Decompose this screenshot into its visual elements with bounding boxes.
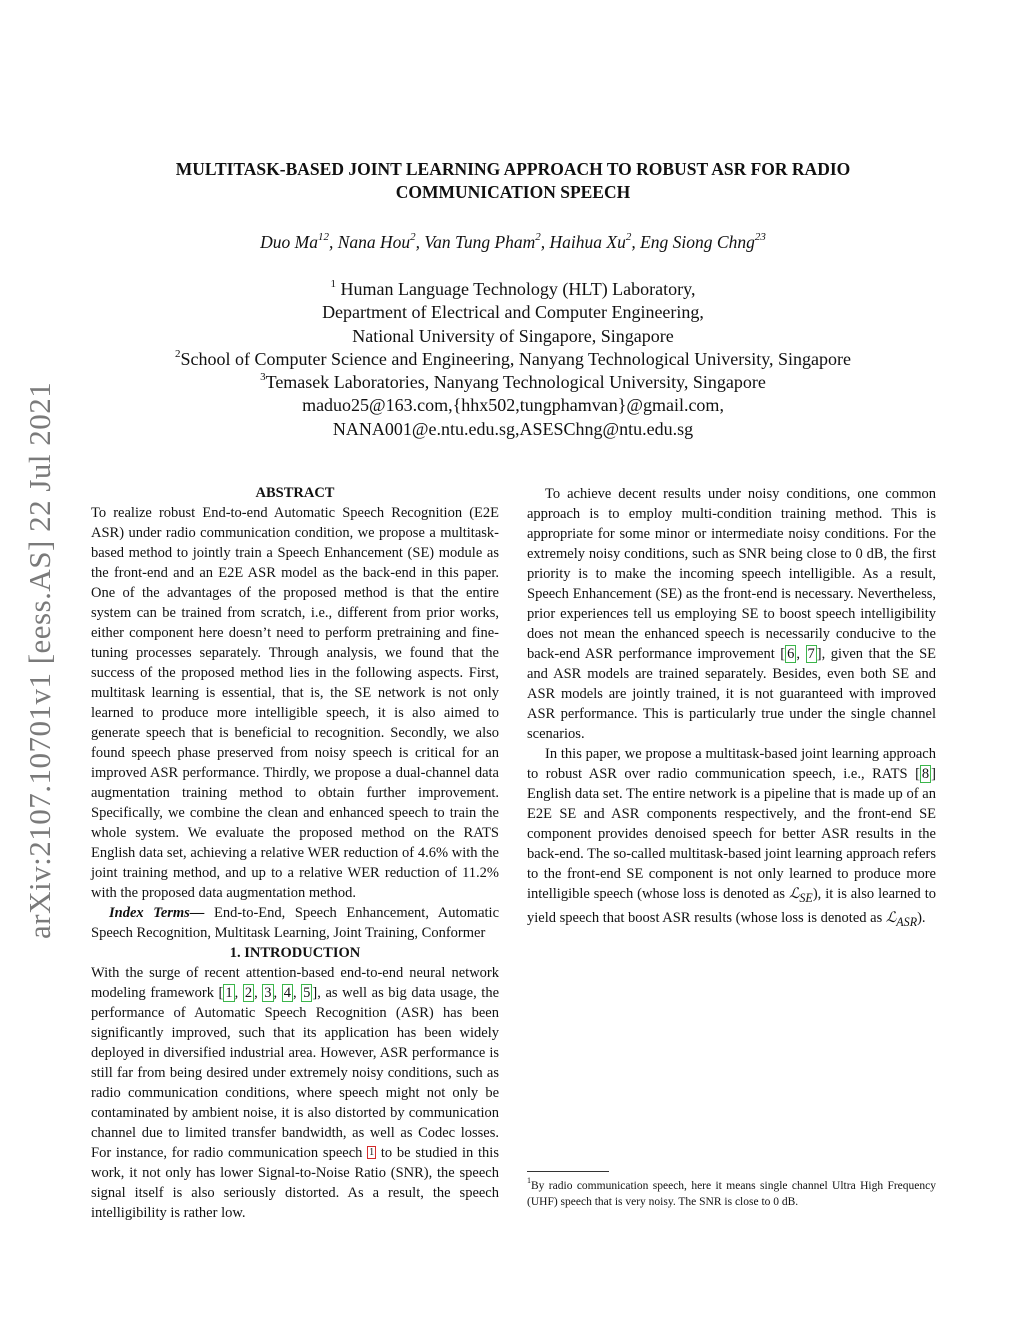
intro-text: ] English data set. The entire network is a pipeline that is made up of an E2E SE and ASR components respectively, and the front-end SE component provides denoised speech for better ASR results in the back-end. The so-called multitask-based joint learning approach refers to the front-end SE component is not only learned to produce more intelligible speech (whose loss is denoted as [527, 766, 936, 902]
affiliation-3 [100, 371, 926, 394]
right-column [527, 484, 936, 932]
title-line-2: COMMUNICATION SPEECH [395, 182, 631, 202]
index-terms-text: End-to-End, Speech Enhancement, Automatic Speech Recognition, Multitask Learning, Joint Training, Conformer [91, 905, 500, 941]
index-terms [91, 903, 499, 943]
author-name: Van Tung Pham [424, 232, 536, 252]
affiliation-1-line-1 [100, 278, 926, 301]
intro-text: In this paper, we propose a multitask-based joint learning approach to robust ASR over radio communication speech, i.e., RATS [ [527, 746, 936, 782]
affil-sup: 2 [174, 347, 181, 360]
footnote-divider [527, 1171, 609, 1172]
affil-text: Human Language Technology (HLT) Laboratory, [336, 279, 696, 299]
loss-symbol: ℒ [788, 886, 800, 902]
footnote [527, 1178, 936, 1210]
footnote-mark: 1 [527, 1176, 531, 1186]
author-name: Nana Hou [337, 232, 411, 252]
author-name: Eng Siong Chng [640, 232, 755, 252]
loss-symbol: ℒ [885, 909, 897, 926]
abstract-text: To realize robust End-to-end Automatic Speech Recognition (E2E ASR) under radio communication condition, we propose a multitask-based method to jointly train a Speech Enhancement (SE) module as the front-end and an E2E ASR model as the back-end in this paper. One of the advantages of the proposed method is that the entire system can be trained from scratch, i.e., different from prior works, either component here doesn’t need to perform pretraining and fine-tuning processes separately. Through analysis, we found that the success of the proposed method lies in the following aspects. First, multitask learning is essential, that is, the SE network is not only learned to produce more intelligible speech, it is also aimed to generate speech that is beneficial to recognition. Secondly, we also found speech phase preserved from noisy speech is critical for an improved ASR performance. Thirdly, we propose a dual-channel data augmentation training method to obtain further improvement. Specifically, we combine the clean and enhanced speech to train the whole system. We evaluate the proposed method on the RATS English data set, achieving a relative WER reduction of 4.6% with the joint training method, and up to a relative WER reduction of 11.2% with the proposed data augmentation method. [91, 505, 499, 901]
author-sep: , [415, 232, 425, 252]
citation-link[interactable]: 2 [244, 985, 253, 1001]
affil-sup: 3 [260, 371, 266, 384]
intro-heading: 1. INTRODUCTION [229, 945, 361, 961]
title-line-1: MULTITASK-BASED JOINT LEARNING APPROACH TO ROBUST ASR FOR RADIO [175, 159, 851, 179]
citation-link[interactable]: 7 [807, 646, 815, 662]
arxiv-stamp: arXiv:2107.10701v1 [eess.AS] 22 Jul 2021 [22, 381, 57, 939]
citation-link[interactable]: 1 [225, 985, 233, 1001]
affiliation-1-line-3: National University of Singapore, Singapore [352, 325, 674, 346]
intro-text: To achieve decent results under noisy conditions, one common approach is to employ multi-condition training method. This is appropriate for some minor or intermediate noisy conditions. For the extremely noisy conditions, such as SNR being close to 0 dB, the first priority is to make the incoming speech intelligible. As a result, Speech Enhancement (SE) as the front-end is necessary. Nevertheless, prior experiences tell us employing SE to boost speech intelligibility does not mean the enhanced speech is necessarily conducive to the back-end ASR performance improvement [ [527, 486, 936, 662]
author-name: Haihua Xu [549, 232, 626, 252]
intro-paragraph-2: To achieve decent results under noisy conditions, one common approach is to employ multi-condition training method. This is appropriate for some minor or intermediate noisy conditions. For the extremely noisy conditions, such as SNR being close to 0 dB, the first priority is to make the incoming speech intelligible. As a result, Speech Enhancement (SE) as the front-end is necessary. Nevertheless, prior experiences tell us employing SE to boost speech intelligibility does not mean the enhanced speech is necessarily conducive to the back-end ASR performance improvement [ 6 , 7 ], given that the SE and ASR models are trained separately. Besides, even both SE and ASR models are jointly trained, it is not guaranteed with improved ASR performance. This is particularly true under the single channel scenarios. [527, 486, 937, 742]
loss-subscript: ASR [896, 914, 918, 929]
citation-link[interactable]: 5 [303, 985, 311, 1001]
author-sep: , [631, 232, 641, 252]
left-column [91, 483, 499, 1223]
index-terms-label: Index Terms— [109, 905, 205, 921]
intro-text: to be studied in this work, it not only has lower Signal-to-Noise Ratio (SNR), the speech signal itself is also seriously distorted. As a result, the speech intelligibility is rather low. [91, 1145, 499, 1221]
author-list [100, 231, 926, 253]
author-name: Duo Ma [260, 232, 318, 252]
citation-link[interactable]: 3 [264, 985, 272, 1001]
footnote-text: By radio communication speech, here it means single channel Ultra High Frequency (UHF) speech that is very noisy. The SNR is close to 0 dB. [527, 1180, 936, 1208]
intro-text: ). [917, 909, 926, 926]
affiliations [100, 278, 926, 441]
abstract-heading: ABSTRACT [255, 485, 335, 501]
author-affil-sup: 23 [754, 231, 766, 244]
citation-link[interactable]: 4 [283, 985, 291, 1001]
intro-text: ], given that the SE and ASR models are trained separately. Besides, even both SE and ASR models are jointly trained, it is not guaranteed with improved ASR performance. This is particularly true under the single channel scenarios. [527, 646, 937, 742]
loss-subscript: SE [799, 890, 813, 905]
author-sep: , [540, 232, 550, 252]
affil-text: Temasek Laboratories, Nanyang Technological University, Singapore [265, 372, 766, 393]
author-affil-sup: 2 [625, 231, 632, 244]
loss-asr-symbol [885, 909, 918, 929]
affiliation-1-line-2: Department of Electrical and Computer Engineering, [322, 302, 704, 323]
paper-title [100, 158, 926, 204]
intro-paragraph-1-start: With the surge of recent attention-based end-to-end neural network modeling framework [ 1 , 2 , 3 , 4 , 5 ], as well as big data usage, the performance of Automatic Speech Recognition (ASR) has been significantly improved, such that its application has been widely deployed in diversified industrial area. However, ASR performance is still far from being desired under extremely noisy conditions, such as radio communication conditions, where speech might not only be contaminated by ambient noise, it is also distorted by communication channel due to limited transfer bandwidth, as well as Codec losses. For instance, for radio communication speech $^1$ to be studied in this work, it not only has lower Signal-to-Noise Ratio (SNR), the speech signal itself is also seriously distorted. As a result, the speech intelligibility is rather low. [91, 965, 500, 1221]
intro-paragraph-3 [527, 744, 936, 932]
author-sep: , [328, 232, 338, 252]
intro-text: With the surge of recent attention-based end-to-end neural network modeling framework [ [91, 965, 499, 1001]
intro-text: ), it is also learned to yield speech that boost ASR results (whose loss is denoted as [527, 886, 936, 926]
author-affil-sup: 2 [535, 231, 541, 244]
footnote-link[interactable]: 1 [369, 1147, 375, 1158]
intro-text: ], as well as big data usage, the performance of Automatic Speech Recognition (ASR) has been significantly improved, such that its application has been widely deployed in diversified industrial area. However, ASR performance is still far from being desired under extremely noisy conditions, such as radio communication conditions, where speech might not only be contaminated by ambient noise, it is also distorted by communication channel due to limited transfer bandwidth, as well as Codec losses. For instance, for radio communication speech [91, 985, 500, 1161]
author-affil-sup: 12 [317, 231, 329, 244]
affil-sup: 1 [330, 278, 337, 290]
citation-link[interactable]: 6 [787, 646, 795, 662]
affiliation-2 [100, 348, 926, 371]
affil-text: School of Computer Science and Engineering, Nanyang Technological University, Singapore [180, 348, 852, 369]
email-line-1: maduo25@163.com,{hhx502,tungphamvan}@gmail.com, [302, 395, 724, 416]
loss-se-symbol [788, 886, 813, 905]
citation-link[interactable]: 8 [921, 766, 930, 782]
email-line-2: NANA001@e.ntu.edu.sg,ASESChng@ntu.edu.sg [332, 418, 694, 439]
author-affil-sup: 2 [410, 231, 416, 244]
